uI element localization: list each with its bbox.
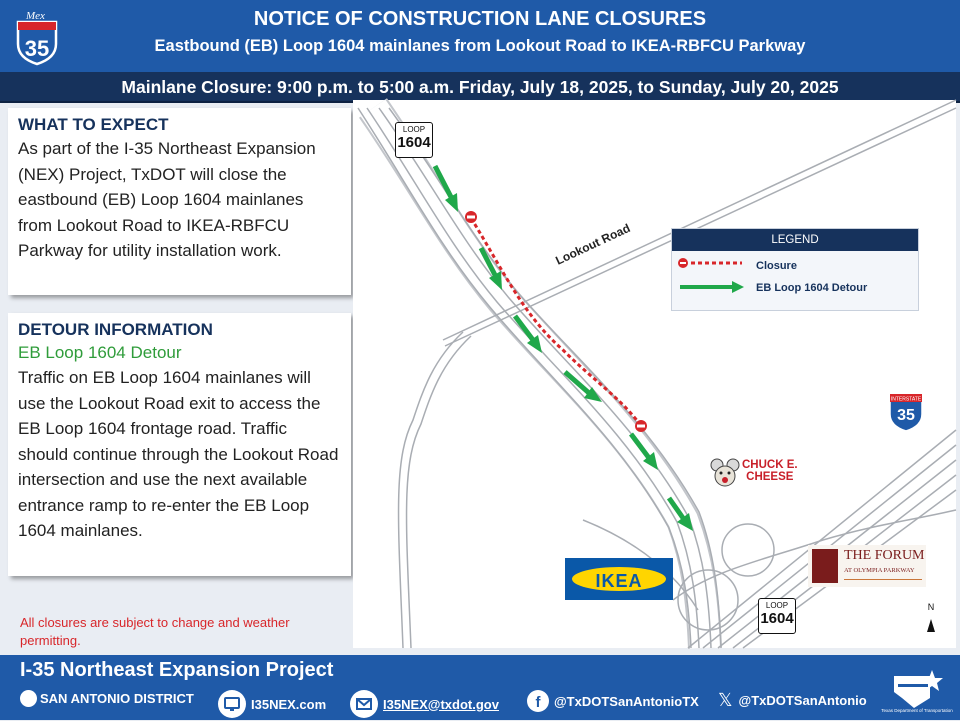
detour-info-card: [8, 313, 351, 576]
detour-map: [353, 100, 956, 648]
mail-icon: [350, 690, 378, 718]
shield-top-number: 1604: [397, 134, 431, 151]
legend-detour-label: EB Loop 1604 Detour: [756, 282, 868, 294]
email-link[interactable]: I35NEX@txdot.gov: [383, 696, 499, 712]
chuck-line1: CHUCK E.: [742, 459, 798, 471]
website-link[interactable]: I35NEX.com: [251, 696, 327, 712]
closure-legend-icon: [676, 257, 746, 269]
shield-bottom-small: LOOP: [765, 601, 789, 610]
x-item[interactable]: [718, 690, 867, 711]
i35-shield-number: 35: [897, 407, 915, 424]
i35-logo-script: Mex: [26, 10, 45, 22]
loop-1604-shield-bottom: [758, 598, 796, 634]
district-item: [20, 690, 194, 707]
detour-body: Traffic on EB Loop 1604 mainlanes will use the Lookout Road exit to access the EB Loop 1604 frontage road. Traffic should continue through the Lookout Road intersection and use the next available entrance ramp to re-enter the EB Loop 1604 mainlanes.: [18, 368, 339, 540]
what-to-expect-card: [8, 108, 351, 295]
x-logo-icon: 𝕏: [718, 690, 733, 710]
interstate-35-shield-icon: [887, 390, 925, 432]
footer-title: I-35 Northeast Expansion Project: [20, 659, 334, 681]
i35-shield-small: INTERSTATE: [890, 396, 922, 403]
detour-heading: DETOUR INFORMATION: [18, 320, 213, 339]
svg-text:f: f: [535, 694, 541, 711]
facebook-link[interactable]: @TxDOTSanAntonioTX: [554, 693, 699, 709]
page-subtitle: Eastbound (EB) Loop 1604 mainlanes from Lookout Road to IKEA-RBFCU Parkway: [154, 37, 806, 55]
email-item[interactable]: [350, 690, 499, 718]
ikea-text: IKEA: [595, 571, 643, 591]
txdot-logo-icon: [881, 668, 953, 714]
lookout-road-label: Lookout Road: [553, 220, 633, 268]
footer-banner: [0, 655, 960, 720]
chuck-line2: CHEESE: [746, 471, 794, 483]
what-to-expect-heading: WHAT TO EXPECT: [18, 115, 169, 134]
what-to-expect-body: As part of the I-35 Northeast Expansion (NEX) Project, TxDOT will close the eastbound (EB) Loop 1604 mainlanes from Lookout Road to IKEA-RBFCU Parkway for utility installation work.: [18, 139, 316, 260]
legend-title: LEGEND: [672, 229, 918, 251]
txdot-label: Texas Department of Transportation: [881, 708, 953, 713]
district-dot-icon: [20, 690, 37, 707]
forum-underline: [844, 579, 922, 580]
map-legend: [671, 228, 919, 311]
i35-logo-number: 35: [24, 36, 50, 61]
north-indicator: N: [927, 602, 935, 612]
page-title: NOTICE OF CONSTRUCTION LANE CLOSURES: [253, 8, 707, 30]
monitor-icon: [218, 690, 246, 718]
ikea-logo: [565, 558, 673, 600]
x-link[interactable]: @TxDOTSanAntonio: [738, 693, 867, 708]
detour-subheading: EB Loop 1604 Detour: [18, 343, 182, 362]
shield-bottom-number: 1604: [760, 610, 794, 627]
chuck-mouse-icon: [710, 457, 740, 491]
forum-mark-icon: [812, 549, 838, 583]
loop-1604-shield-top: [395, 122, 433, 158]
forum-subtitle: AT OLYMPIA PARKWAY: [844, 567, 915, 574]
website-item[interactable]: [218, 690, 326, 718]
closure-time-bar: Mainlane Closure: 9:00 p.m. to 5:00 a.m. Friday, July 18, 2025, to Sunday, July 20, 2025: [0, 72, 960, 103]
detour-legend-icon: [678, 280, 748, 294]
district-label: SAN ANTONIO DISTRICT: [40, 691, 194, 706]
chuck-e-cheese-logo: [706, 455, 801, 495]
forum-title: THE FORUM: [844, 548, 925, 563]
facebook-item[interactable]: [527, 690, 699, 712]
shield-top-small: LOOP: [402, 125, 426, 134]
facebook-icon: [527, 690, 549, 712]
disclaimer-text: All closures are subject to change and weather permitting.: [20, 615, 290, 648]
the-forum-logo: [808, 545, 926, 587]
legend-closure-label: Closure: [756, 260, 797, 272]
header-banner: [0, 0, 960, 72]
